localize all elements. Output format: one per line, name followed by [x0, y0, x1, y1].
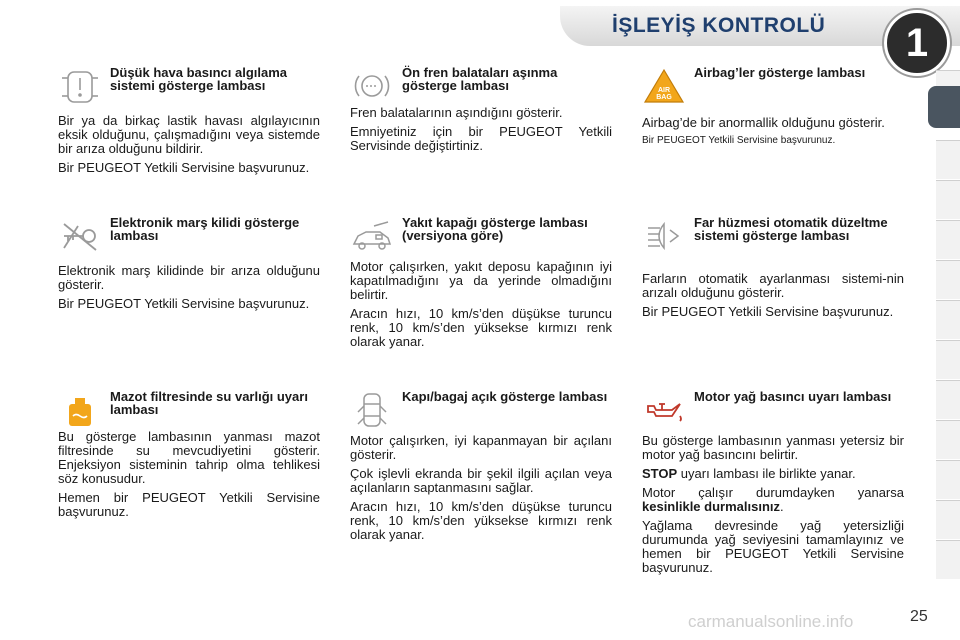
paragraph: Bir PEUGEOT Yetkili Servisine başvurunuz.: [642, 304, 894, 319]
paragraph: Emniyetiniz için bir PEUGEOT Yetkili Servisinde değiştirtiniz.: [350, 124, 612, 153]
paragraph: Bir PEUGEOT Yetkili Servisine başvurunuz.: [58, 296, 310, 311]
chapter-tab[interactable]: [936, 420, 960, 459]
paragraph: Hemen bir PEUGEOT Yetkili Servisine başvurunuz.: [58, 490, 320, 519]
block-title: Ön fren balataları aşınma gösterge lambası: [402, 65, 558, 93]
chapter-tab-active[interactable]: [928, 86, 960, 128]
paragraph: Motor çalışırken, yakıt deposu kapağının iyi kapatılmadığını ya da yerinde olmadığını belirtir.: [350, 259, 612, 302]
chapter-tab[interactable]: [936, 380, 960, 419]
chapter-tab[interactable]: [936, 500, 960, 539]
block-title: Airbag’ler gösterge lambası: [694, 65, 866, 80]
chapter-tab[interactable]: [936, 180, 960, 219]
key-immobiliser-icon: [58, 216, 102, 256]
block-title: Elektronik marş kilidi gösterge lambası: [110, 215, 300, 243]
section-title: İŞLEYİŞ KONTROLÜ: [612, 14, 826, 37]
block-body: [350, 434, 612, 547]
block-title: Kapı/bagaj açık gösterge lambası: [402, 389, 608, 404]
chapter-number: 1: [905, 21, 929, 65]
block-body: [350, 260, 612, 354]
chapter-tab[interactable]: [936, 540, 960, 579]
paragraph: Farların otomatik ayarlanması sistemi-nin arızalı olduğunu gösterir.: [642, 271, 904, 300]
chapter-tabs: [928, 70, 960, 570]
paragraph: Aracın hızı, 10 km/s’den düşükse turuncu renk, 10 km/s’den yüksekse kırmızı renk olarak yanar.: [350, 499, 612, 542]
stop-bold: kesinlikle durmalısınız: [642, 499, 780, 514]
paragraph: Motor çalışırken, iyi kapanmayan bir açılanı gösterir.: [350, 433, 612, 462]
paragraph: Yağlama devresinde yağ yetersizliği durumunda yağ seviyesini tamamlayınız ve hemen bir PEUGEOT Yetkili Servisine başvurunuz.: [642, 518, 904, 575]
brake-pad-wear-icon: [350, 66, 394, 106]
svg-text:AIR: AIR: [657, 87, 671, 94]
block-title: Yakıt kapağı gösterge lambası (versiyona göre): [402, 215, 588, 243]
paragraph: Elektronik marş kilidinde bir arıza olduğunu gösterir.: [58, 263, 320, 292]
paragraph: Fren balatalarının aşındığını gösterir.: [350, 105, 563, 120]
headlamp-levelling-icon: [642, 216, 686, 256]
block-title: Mazot filtresinde su varlığı uyarı lambası: [110, 389, 308, 417]
paragraph: Bir ya da birkaç lastik havası algılayıcının eksik olduğunu, çalışmadığını veya sistemde bir arıza olduğunu bildirir.: [58, 113, 320, 156]
tyre-pressure-icon: [58, 66, 102, 106]
stop-rest: uyarı lambası ile birlikte yanar.: [677, 466, 856, 481]
block-body: [58, 430, 320, 524]
block-title: Düşük hava basıncı algılama sistemi gösterge lambası: [110, 65, 288, 93]
water-in-diesel-icon: [58, 390, 102, 430]
paragraph: Airbag’de bir anormallik olduğunu gösterir.: [642, 115, 885, 130]
chapter-tab[interactable]: [936, 340, 960, 379]
stop-end: .: [780, 499, 784, 514]
airbag-warning-icon: [642, 66, 686, 106]
oil-pressure-icon: [642, 390, 686, 430]
block-body: [350, 106, 612, 158]
block-body: [642, 434, 904, 580]
fuel-flap-icon: [350, 216, 394, 256]
block-title: Far hüzmesi otomatik düzeltme sistemi gösterge lambası: [694, 215, 888, 243]
block-body: [58, 264, 320, 316]
chapter-tab[interactable]: [936, 460, 960, 499]
chapter-tab[interactable]: [936, 220, 960, 259]
stop-lead: Motor çalışır durumdayken yanarsa: [642, 485, 904, 500]
paragraph: Aracın hızı, 10 km/s’den düşükse turuncu renk, 10 km/s’den yüksekse kırmızı renk olarak yanar.: [350, 306, 612, 349]
block-body: [642, 272, 904, 324]
paragraph: Bir PEUGEOT Yetkili Servisine başvurunuz.: [58, 160, 310, 175]
page-number: 25: [910, 608, 928, 625]
paragraph: Bu gösterge lambasının yanması yetersiz bir motor yağ basıncını belirtir.: [642, 433, 904, 462]
chapter-tab[interactable]: [936, 300, 960, 339]
page-header: [0, 0, 960, 65]
paragraph: Bu gösterge lambasının yanması mazot filtresinde su mevcudiyetini gösterir. Enjeksiyon sisteminin tahrip olma tehlikesi söz konusudur.: [58, 429, 320, 486]
paragraph: Çok işlevli ekranda bir şekil ilgili açılan veya açılanların saptanmasını sağlar.: [350, 466, 612, 495]
paragraph-note: Bir PEUGEOT Yetkili Servisine başvurunuz.: [642, 135, 836, 146]
block-title: Motor yağ basıncı uyarı lambası: [694, 389, 892, 404]
svg-text:BAG: BAG: [656, 94, 672, 101]
watermark: carmanualsonline.info: [688, 612, 854, 631]
paragraph-stop: [642, 467, 904, 481]
chapter-tab[interactable]: [936, 140, 960, 179]
door-open-icon: [350, 390, 394, 430]
paragraph-stop-now: [642, 486, 904, 514]
stop-word: STOP: [642, 466, 678, 481]
block-body: [58, 114, 320, 180]
chapter-tab[interactable]: [936, 260, 960, 299]
block-body: [642, 116, 904, 152]
